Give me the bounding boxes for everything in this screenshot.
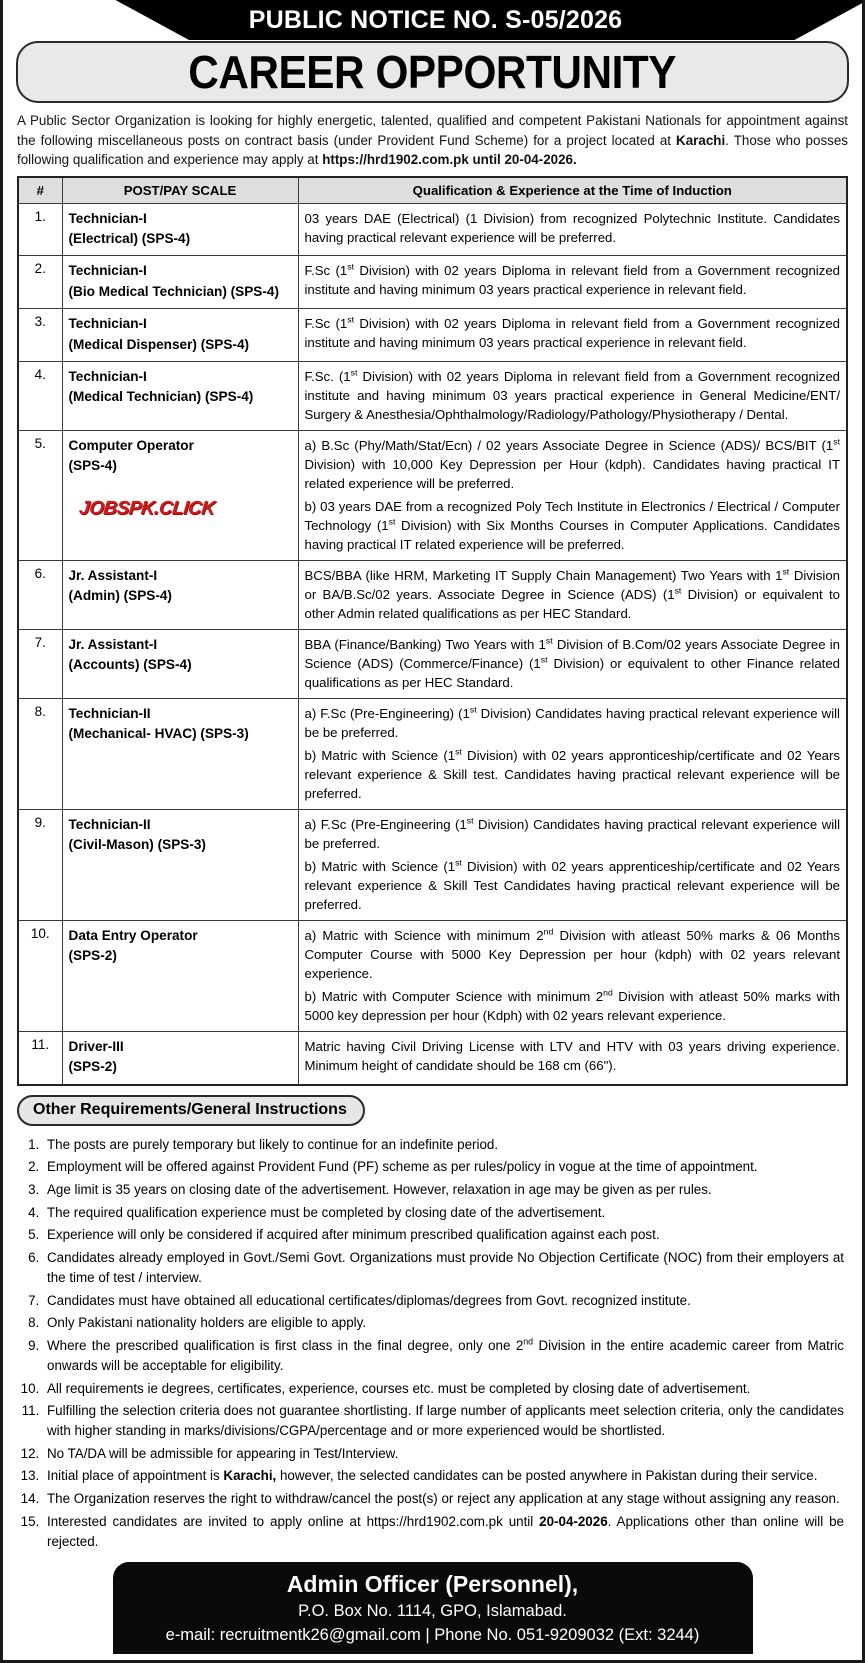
post-title-cell: [62, 256, 298, 309]
footer-contact-details: e-mail: recruitmentk26@gmail.com | Phone No. 051-9209032 (Ext: 3244): [165, 1625, 700, 1644]
post-title-cell: [62, 630, 298, 699]
table-row: [18, 630, 847, 699]
post-name: Data Entry Operator: [68, 928, 198, 944]
qualification-cell: [298, 362, 847, 431]
post-name: Technician-I: [68, 210, 147, 226]
post-title-cell: [62, 309, 298, 362]
qualification-cell: [298, 921, 847, 1032]
instruction-item: 7. Candidates must have obtained all educational certificates/diplomas/degrees from Govt. recognized institute.: [43, 1291, 844, 1311]
qualification-text: a) Matric with Science with minimum 2nd Division with atleast 50% marks & 06 Months Computer Course with 5000 Key Depression per hour (kdph) with 02 years relevant experience.: [304, 926, 840, 982]
posts-table: [17, 176, 848, 1086]
qualification-text: BCS/BBA (like HRM, Marketing IT Supply Chain Management) Two Years with 1st Division or BA/B.Sc/02 years. Associate Degree in Science (ADS) (1st Division) or equivalent to other Admin related qualifications as per HEC Standard.: [304, 566, 840, 622]
instruction-item: 5. Experience will only be considered if acquired after minimum prescribed qualification against each post.: [43, 1225, 844, 1245]
instruction-item: 11. Fulfilling the selection criteria does not guarantee shortlisting. If large number of applicants meet selection criteria, only the candidates with higher standing in marks/divisions/CGPA/percentage and or more experienced would be shortlisted.: [43, 1401, 844, 1441]
qualification-text: BBA (Finance/Banking) Two Years with 1st Division of B.Com/02 years Associate Degree in Science (ADS) (Commerce/Finance) (1st Division) or equivalent to other Finance related qualifications as per HEC Standard.: [304, 635, 840, 691]
post-title-cell: [62, 431, 298, 561]
column-header-qualification: Qualification & Experience at the Time of Induction: [298, 177, 847, 204]
instruction-item: 8. Only Pakistani nationality holders are eligible to apply.: [43, 1313, 844, 1333]
row-number: 10.: [18, 921, 62, 1032]
qualification-text: F.Sc. (1st Division) with 02 years Diploma in relevant field from a Government recognized institute and having minimum 03 years practical experience in General Medicine/ENT/ Surgery & Anesthesia/Ophthalmology/Radiology/Pathology/Physiotherapy / Dental.: [304, 367, 840, 423]
table-row: [18, 431, 847, 561]
notice-banner: [3, 0, 865, 40]
qualification-text: b) Matric with Computer Science with minimum 2nd Division with atleast 50% marks with 5000 key depression per hour (Kdph) with 02 years relevant experience.: [304, 987, 840, 1024]
post-name: Technician-II: [68, 817, 151, 833]
row-number: 11.: [18, 1032, 62, 1085]
footer-address: P.O. Box No. 1114, GPO, Islamabad.: [298, 1602, 567, 1621]
instructions-list: [43, 1135, 844, 1552]
qualification-text: a) F.Sc (Pre-Engineering (1st Division) Candidates having practical relevant experience will be preferred.: [304, 815, 841, 852]
row-number: 6.: [18, 561, 62, 630]
post-name: Driver-III: [68, 1039, 124, 1055]
table-row: [18, 1032, 847, 1085]
post-name: Computer Operator: [68, 438, 194, 454]
post-name: Technician-I: [68, 369, 147, 385]
instruction-item: 9. Where the prescribed qualification is first class in the final degree, only one 2nd Division in the entire academic career from Matric onwards will be acceptable for eligibility.: [43, 1336, 844, 1376]
post-payscale: (SPS-2): [68, 1059, 117, 1075]
other-requirements-heading: Other Requirements/General Instructions: [17, 1095, 365, 1126]
footer-officer-title: Admin Officer (Personnel),: [286, 1570, 579, 1597]
post-payscale: (Electrical) (SPS-4): [68, 231, 191, 247]
career-opportunity-box: [16, 41, 849, 103]
post-name: Technician-I: [68, 316, 147, 332]
post-title-cell: [62, 810, 298, 921]
post-title-cell: [62, 362, 298, 431]
qualification-text: F.Sc (1st Division) with 02 years Diploma in relevant field from a Government recognized institute and having minimum 03 years practical experience in relevant field.: [304, 262, 840, 298]
qualification-cell: [298, 1032, 847, 1085]
application-link: https://hrd1902.com.pk until 20-04-2026.: [322, 152, 577, 168]
row-number: 1.: [18, 203, 62, 256]
row-number: 4.: [18, 362, 62, 431]
post-payscale: (Bio Medical Technician) (SPS-4): [68, 283, 279, 299]
qualification-cell: [298, 561, 847, 630]
instruction-item: 15. Interested candidates are invited to apply online at https://hrd1902.com.pk until 20-04-2026. Applications other than online will be rejected.: [43, 1512, 844, 1552]
qualification-text: F.Sc (1st Division) with 02 years Diploma in relevant field from a Government recognized institute and having minimum 03 years practical experience in relevant field.: [304, 314, 840, 351]
qualification-cell: [298, 256, 847, 309]
qualification-cell: [298, 630, 847, 699]
intro-paragraph: [17, 111, 848, 170]
notice-number: PUBLIC NOTICE NO. S-05/2026: [248, 6, 623, 34]
instruction-item: 14. The Organization reserves the right to withdraw/cancel the post(s) or reject any application at any stage without assigning any reason.: [43, 1489, 844, 1509]
qualification-text: b) 03 years DAE from a recognized Poly Tech Institute in Electronics / Electrical / Computer Technology (1st Division) with Six Months Courses in Computer Applications. Candidates having practical IT related experience will be preferred.: [304, 499, 840, 553]
page-title: CAREER OPPORTUNITY: [188, 46, 677, 98]
qualification-cell: [298, 309, 847, 362]
row-number: 9.: [18, 810, 62, 921]
row-number: 5.: [18, 431, 62, 561]
qualification-text: b) Matric with Science (1st Division) with 02 years appronticeship/certificate and 02 Years relevant experience & Skill test. Candidates having practical relevant experience will be preferred.: [304, 746, 840, 802]
qualification-text: b) Matric with Science (1st Division) with 02 years apprenticeship/certificate and 02 Years relevant experience & Skill Test Candidates having practical relevant experience will be preferred.: [304, 857, 840, 913]
footer-contact-box: [113, 1562, 753, 1654]
instruction-item: 13. Initial place of appointment is Karachi, however, the selected candidates can be posted anywhere in Pakistan during their service.: [43, 1466, 844, 1486]
qualification-cell: [298, 699, 847, 810]
instruction-item: 10. All requirements ie degrees, certificates, experience, courses etc. must be completed by closing date of advertisement.: [43, 1379, 844, 1399]
post-payscale: (SPS-2): [68, 948, 117, 964]
post-title-cell: [62, 921, 298, 1032]
table-header-row: [18, 177, 847, 204]
instruction-item: 1. The posts are purely temporary but likely to continue for an indefinite period.: [43, 1135, 844, 1155]
instruction-item: 4. The required qualification experience must be completed by closing date of the advertisement.: [43, 1203, 844, 1223]
post-payscale: (Admin) (SPS-4): [68, 588, 172, 604]
post-name: Jr. Assistant-I: [68, 637, 158, 653]
qualification-cell: [298, 431, 847, 561]
post-title-cell: [62, 203, 298, 256]
post-title-cell: [62, 561, 298, 630]
post-name: Jr. Assistant-I: [68, 568, 158, 584]
qualification-text: Matric having Civil Driving License with LTV and HTV with 03 years driving experience. Minimum height of candidate should be 168 cm (66").: [304, 1039, 840, 1074]
intro-location: Karachi: [676, 132, 726, 148]
post-name: Technician-I: [68, 263, 147, 279]
table-row: [18, 921, 847, 1032]
table-row: [18, 699, 847, 810]
table-row: [18, 561, 847, 630]
post-payscale: (Medical Dispenser) (SPS-4): [68, 336, 250, 352]
instruction-item: 12. No TA/DA will be admissible for appearing in Test/Interview.: [43, 1444, 844, 1464]
row-number: 7.: [18, 630, 62, 699]
table-row: [18, 203, 847, 256]
table-row: [18, 362, 847, 431]
column-header-post: POST/PAY SCALE: [62, 177, 298, 204]
intro-text-part2: . Those who posses following qualification and experience may apply at: [17, 132, 848, 168]
row-number: 2.: [18, 256, 62, 309]
post-title-cell: [62, 1032, 298, 1085]
table-row: [18, 256, 847, 309]
row-number: 3.: [18, 309, 62, 362]
table-row: [18, 810, 847, 921]
table-row: [18, 309, 847, 362]
post-payscale: (Accounts) (SPS-4): [68, 657, 192, 673]
qualification-text: a) B.Sc (Phy/Math/Stat/Ecn) / 02 years Associate Degree in Science (ADS)/ BCS/BIT (1st Division) with 10,000 Key Depression per Hour (kdph). Candidates having practical IT related experience will be preferred.: [304, 436, 840, 492]
column-header-number: #: [18, 177, 62, 204]
post-payscale: (Medical Technician) (SPS-4): [68, 389, 254, 405]
qualification-text: 03 years DAE (Electrical) (1 Division) from recognized Polytechnic Institute. Candidates having practical relevant experience will be preferred.: [304, 210, 840, 245]
qualification-cell: [298, 203, 847, 256]
site-watermark: JOBSPK.CLICK: [77, 497, 216, 519]
row-number: 8.: [18, 699, 62, 810]
post-payscale: (Mechanical- HVAC) (SPS-3): [68, 726, 249, 742]
instruction-item: 6. Candidates already employed in Govt./Semi Govt. Organizations must provide No Objection Certificate (NOC) from their employers at the time of test / interview.: [43, 1248, 844, 1288]
instruction-item: 2. Employment will be offered against Provident Fund (PF) scheme as per rules/policy in vogue at the time of appointment.: [43, 1157, 844, 1177]
post-name: Technician-II: [68, 706, 151, 722]
qualification-cell: [298, 810, 847, 921]
intro-text-part1: A Public Sector Organization is looking for highly energetic, talented, qualified and competent Pakistani Nationals for appointment against the following miscellaneous posts on contract basis (under Provident Fund Scheme) for a project located at: [17, 113, 848, 148]
instruction-item: 3. Age limit is 35 years on closing date of the advertisement. However, relaxation in age may be given as per rules.: [43, 1180, 844, 1200]
post-payscale: (SPS-4): [68, 458, 117, 474]
qualification-text: a) F.Sc (Pre-Engineering) (1st Division) Candidates having practical relevant experience will be be preferred.: [304, 704, 840, 741]
post-title-cell: [62, 699, 298, 810]
post-payscale: (Civil-Mason) (SPS-3): [68, 837, 206, 853]
